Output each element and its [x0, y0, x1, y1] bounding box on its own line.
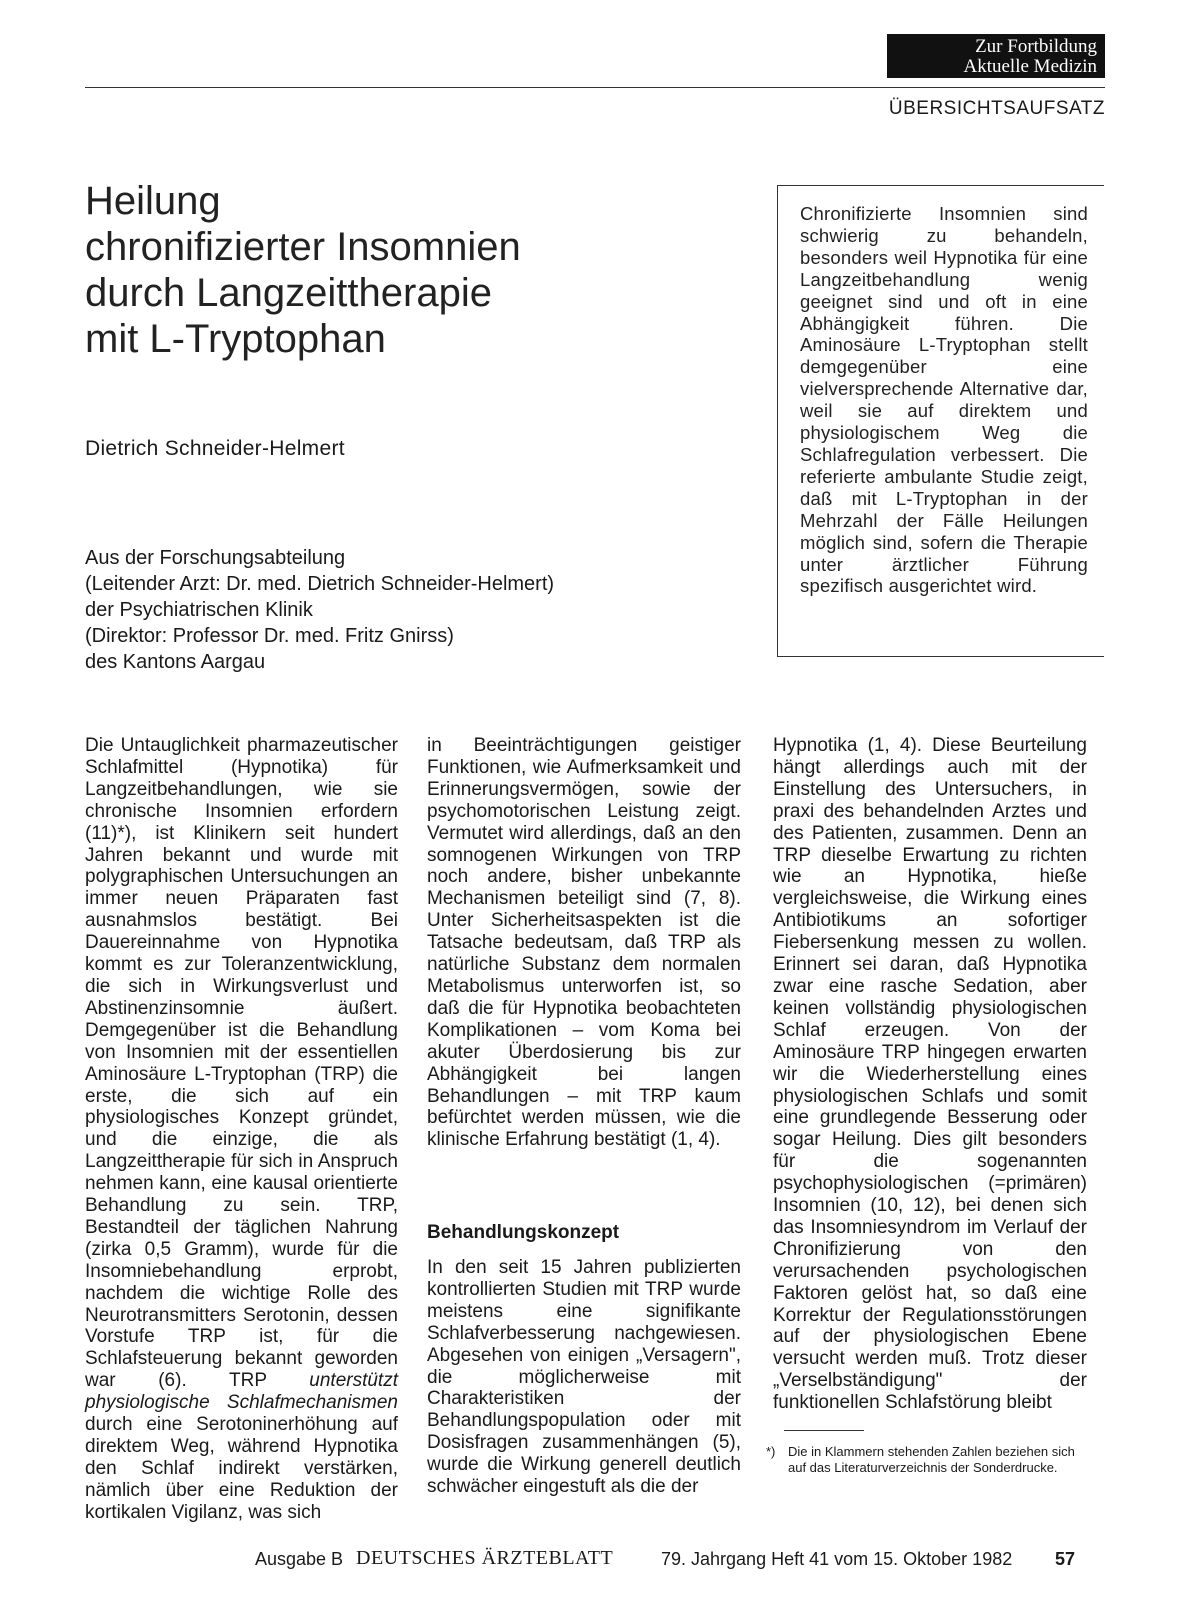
title-line-2: chronifizierter Insomnien	[85, 225, 521, 269]
title-line-3: durch Langzeittherapie	[85, 271, 492, 315]
section-badge	[887, 34, 1105, 78]
badge-line-1: Zur Fortbildung	[975, 36, 1097, 57]
affiliation-line-5: des Kantons Aargau	[85, 651, 266, 673]
affiliation-line-2: (Leitender Arzt: Dr. med. Dietrich Schneider-Helmert)	[85, 573, 555, 595]
footnote-text: Die in Klammern stehenden Zahlen beziehen sich auf das Literaturverzeichnis der Sonderdrucke.	[788, 1444, 1075, 1475]
body-paragraph: Hypnotika (1, 4). Diese Beurteilung hängt allerdings auch mit der Einstellung des Untersuchers, in praxi des behandelnden Arztes und des Patienten, zusammen. Denn an TRP dieselbe Erwartung zu richten wie an Hypnotika, hieße vergleichsweise, die Wirkung eines Antibiotikums an sofortiger Fiebersenkung messen zu wollen. Erinnert sei daran, daß Hypnotika zwar eine rasche Sedation, aber keinen vollständig physiologischen Schlaf erzeugen. Von der Aminosäure TRP hingegen erwarten wir die Wiederherstellung eines physiologischen Schlafs und somit eine grundlegende Besserung oder sogar Heilung. Dies gilt besonders für die sogenannten psychophysiologischen (=primären) Insomnien (10, 12), bei denen sich das Insomniesyndrom im Verlauf der Chronifizierung von den verursachenden psychologischen Faktoren gelöst hat, so daß eine Korrektur der Regulationsstörungen auf der physiologischen Ebene versucht werden muß. Trotz dieser „Verselbständigung" der funktionellen Schlafstörung bleibt	[773, 735, 1087, 1414]
footer-edition: Ausgabe B	[255, 1549, 344, 1569]
footnote-rule	[784, 1430, 864, 1431]
affiliation-line-1: Aus der Forschungsabteilung	[85, 547, 346, 569]
affiliation	[85, 545, 554, 675]
footer-issue: 79. Jahrgang Heft 41 vom 15. Oktober 1982	[661, 1549, 1013, 1569]
body-paragraph: In den seit 15 Jahren publizierten kontrollierten Studien mit TRP wurde meistens eine signifikante Schlafverbesserung nachgewiesen. Abgesehen von einigen „Versagern", die möglicherweise mit Charakteristiken der Behandlungspopulation oder mit Dosisfragen zusammenhängen (5), wurde die Wirkung generell deutlich schwächer eingestuft als die der	[427, 1257, 741, 1498]
badge-line-2: Aktuelle Medizin	[963, 56, 1097, 77]
section-label: ÜBERSICHTSAUFSATZ	[888, 98, 1105, 119]
footer-journal: DEUTSCHES ÄRZTEBLATT	[356, 1547, 614, 1569]
title-line-1: Heilung	[85, 179, 221, 223]
author-name: Dietrich Schneider-Helmert	[85, 437, 345, 460]
body-text-tail: durch eine Serotoninerhöhung auf direktem Weg, während Hypnotika den Schlaf indirekt verstärken, nämlich über eine Reduktion der kortikalen Vigilanz, was sich	[85, 1414, 398, 1523]
body-paragraph: in Beeinträchtigungen geistiger Funktionen, wie Aufmerksamkeit und Erinnerungsvermögen, sowie der psychomotorischen Leistung zeigt. Vermutet wird allerdings, daß an den somnogenen Wirkungen von TRP noch andere, bisher unbekannte Mechanismen beteiligt sind (7, 8). Unter Sicherheitsaspekten ist die Tatsache bedeutsam, daß TRP als natürliche Substanz dem normalen Metabolismus unterworfen ist, so daß die für Hypnotika beobachteten Komplikationen – vom Koma bei akuter Überdosierung bis zur Abhängigkeit bei langen Behandlungen – mit TRP kaum befürchtet werden müssen, wie die klinische Erfahrung bestätigt (1, 4).	[427, 735, 741, 1151]
page-number: 57	[1055, 1549, 1076, 1569]
article-title	[85, 178, 645, 362]
footnote	[766, 1444, 1091, 1476]
section-heading: Behandlungskonzept	[427, 1222, 620, 1243]
footnote-mark: *)	[766, 1444, 776, 1459]
affiliation-line-3: der Psychiatrischen Klinik	[85, 599, 313, 621]
body-text: Die Untauglichkeit pharmazeutischer Schlafmittel (Hypnotika) für Langzeitbehandlungen, wie sie chronische Insomnien erfordern (11)*), ist Klinikern seit hundert Jahren bekannt und wurde mit polygraphischen Untersuchungen an immer neuen Präparaten fast ausnahmslos bestätigt. Bei Dauereinnahme von Hypnotika kommt es zur Toleranzentwicklung, die sich in Wirkungsverlust und Abstinenzinsomnie äußert. Demgegenüber ist die Behandlung von Insomnien mit der essentiellen Aminosäure L-Tryptophan (TRP) die erste, die sich auf ein physiologisches Konzept gründet, und die einzige, die als Langzeittherapie für sich in Anspruch nehmen kann, eine kausal orientierte Behandlung zu sein. TRP, Bestandteil der täglichen Nahrung (zirka 0,5 Gramm), wurde für die Insomniebehandlung erprobt, nachdem die wichtige Rolle des Neurotransmitters Serotonin, dessen Vorstufe TRP ist, für die Schlafsteuerung bekannt geworden war (6). TRP	[85, 735, 398, 1392]
page-footer	[255, 1549, 1105, 1575]
header-rule	[85, 87, 1105, 88]
emphasis-text: unterstützt physiologische Schlafmechanismen	[85, 1370, 398, 1414]
abstract-text: Chronifizierte Insomnien sind schwierig zu behandeln, besonders weil Hypnotika für eine Langzeitbehandlung wenig geeignet sind und oft in eine Abhängigkeit führen. Die Aminosäure L-Tryptophan stellt demgegenüber eine vielversprechende Alternative dar, weil sie auf direktem und physiologischem Weg die Schlafregulation verbessert. Die referierte ambulante Studie zeigt, daß mit L-Tryptophan in der Mehrzahl der Fälle Heilungen möglich sind, sofern die Therapie unter ärztlicher Führung spezifisch ausgerichtet wird.	[800, 203, 1088, 597]
affiliation-line-4: (Direktor: Professor Dr. med. Fritz Gnirss)	[85, 625, 454, 647]
body-column-2	[427, 735, 741, 1151]
title-line-4: mit L-Tryptophan	[85, 317, 386, 361]
body-column-1	[85, 735, 398, 1524]
body-column-3	[773, 735, 1087, 1414]
body-paragraph	[85, 735, 398, 1524]
body-column-2-lower	[427, 1257, 741, 1498]
